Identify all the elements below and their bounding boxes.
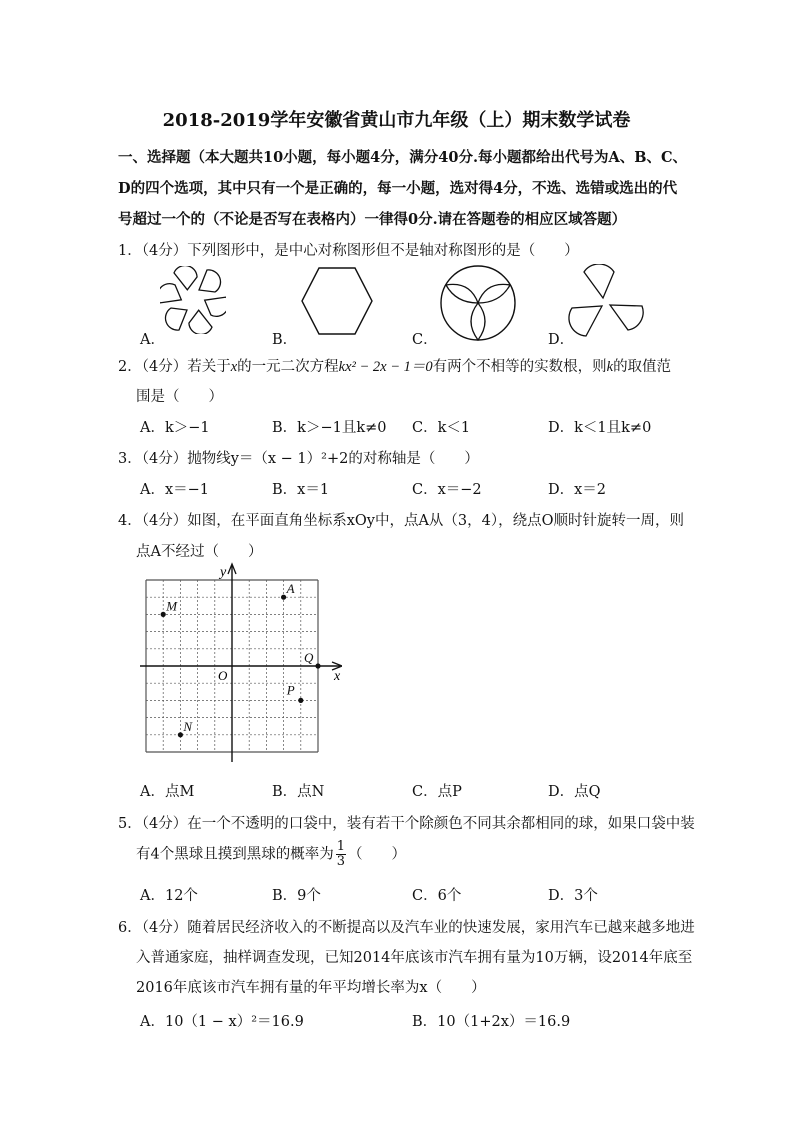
question-2-stem (118, 355, 671, 376)
point-q (315, 663, 320, 668)
question-5-option-b[interactable]: B．9个 (272, 888, 321, 904)
origin-label: O (218, 668, 228, 683)
point-label-n: N (183, 718, 193, 734)
question-2-option-d[interactable]: D．k＜1且k≠0 (548, 420, 652, 436)
point-label-a: A (286, 581, 295, 597)
question-6-stem-line-2: 入普通家庭，抽样调查发现，已知2014年底该市汽车拥有量为10万辆，设2014年底至 (136, 950, 693, 966)
question-2-stem-part-a: 2．（4分）若关于 (118, 359, 231, 375)
point-a (281, 595, 286, 600)
figure-c-circle-petals-icon (438, 264, 518, 342)
question-6-stem-line-3: 2016年底该市汽车拥有量的年平均增长率为x（ ） (136, 980, 486, 996)
question-4-stem-line-2: 点A不经过（ ） (136, 544, 263, 560)
question-5-stem-line-2 (136, 840, 406, 869)
question-1-option-a[interactable]: A． (140, 332, 165, 348)
question-1-option-c[interactable]: C． (412, 332, 438, 348)
fraction-denominator: 3 (336, 854, 346, 869)
figure-b-hexagon-icon (300, 266, 374, 336)
question-2-option-c[interactable]: C．k＜1 (412, 420, 471, 436)
question-4-option-d[interactable]: D．点Q (548, 784, 601, 800)
probability-fraction (336, 840, 346, 869)
section-instructions-line-2: D的四个选项，其中只有一个是正确的，每一小题，选对得4分，不选、选错或选出的代 (118, 180, 678, 197)
question-3-option-c[interactable]: C．x＝−2 (412, 482, 482, 498)
x-axis-label: x (334, 669, 341, 684)
question-5-stem-line-1: 5．（4分）在一个不透明的口袋中，装有若干个除颜色不同其余都相同的球，如果口袋中装 (118, 816, 695, 832)
question-4-option-c[interactable]: C．点P (412, 784, 462, 800)
section-instructions-line-1: 一、选择题（本大题共10小题，每小题4分，满分40分.每小题都给出代号为A、B、C、 (118, 149, 688, 166)
question-2-var-k: k (606, 359, 614, 375)
question-2-var-x: x (230, 359, 238, 375)
question-3-option-d[interactable]: D．x＝2 (548, 482, 607, 498)
page-title: 2018-2019学年安徽省黄山市九年级（上）期末数学试卷 (162, 110, 631, 131)
question-2-stem-part-c: 有两个不相等的实数根，则 (432, 359, 607, 375)
question-6-option-b[interactable]: B．10（1+2x）＝16.9 (412, 1014, 571, 1030)
figure-d-three-blade-icon (568, 264, 644, 340)
question-2-option-b[interactable]: B．k＞−1且k≠0 (272, 420, 387, 436)
point-label-q: Q (304, 650, 314, 665)
fraction-numerator: 1 (336, 839, 346, 854)
point-n (178, 732, 183, 737)
question-5-option-c[interactable]: C．6个 (412, 888, 462, 904)
coordinate-grid-figure (132, 562, 342, 762)
question-4-option-a[interactable]: A．点M (140, 784, 195, 800)
question-4-option-b[interactable]: B．点N (272, 784, 325, 800)
y-axis-label: y (220, 565, 227, 580)
question-3-option-a[interactable]: A．x＝−1 (140, 482, 210, 498)
section-instructions-line-3: 号超过一个的（不论是否写在表格内）一律得0分.请在答题卷的相应区域答题） (118, 211, 627, 228)
question-1-stem: 1．（4分）下列图形中，是中心对称图形但不是轴对称图形的是（ ） (118, 243, 579, 259)
point-label-m: M (166, 598, 178, 614)
question-2-stem-part-b: 的一元二次方程 (237, 359, 339, 375)
question-5-stem-text: 有4个黑球且摸到黑球的概率为 (136, 846, 334, 863)
question-2-option-a[interactable]: A．k＞−1 (140, 420, 210, 436)
question-1-option-d[interactable]: D． (548, 332, 575, 348)
point-m (161, 612, 166, 617)
question-6-stem-line-1: 6．（4分）随着居民经济收入的不断提高以及汽车业的快速发展，家用汽车已越来越多地进 (118, 920, 695, 936)
question-5-stem-end: （ ） (348, 846, 407, 863)
question-6-option-a[interactable]: A．10（1 − x）²＝16.9 (140, 1014, 304, 1030)
question-2-stem-line-2: 围是（ ） (136, 389, 223, 405)
question-3-stem: 3．（4分）抛物线y＝（x − 1）²+2的对称轴是（ ） (118, 451, 479, 467)
question-2-equation: kx² − 2x − 1＝0 (338, 359, 433, 375)
question-1-option-b[interactable]: B． (272, 332, 298, 348)
question-3-option-b[interactable]: B．x＝1 (272, 482, 330, 498)
point-label-p: P (286, 682, 295, 698)
question-5-option-d[interactable]: D．3个 (548, 888, 598, 904)
point-p (298, 698, 303, 703)
question-4-stem-line-1: 4．（4分）如图，在平面直角坐标系xOy中，点A从（3，4），绕点O顺时针旋转一周，则 (118, 513, 685, 529)
question-5-option-a[interactable]: A．12个 (140, 888, 198, 904)
question-2-stem-part-d: 的取值范 (613, 359, 672, 375)
figure-a-pinwheel-icon (160, 266, 226, 334)
